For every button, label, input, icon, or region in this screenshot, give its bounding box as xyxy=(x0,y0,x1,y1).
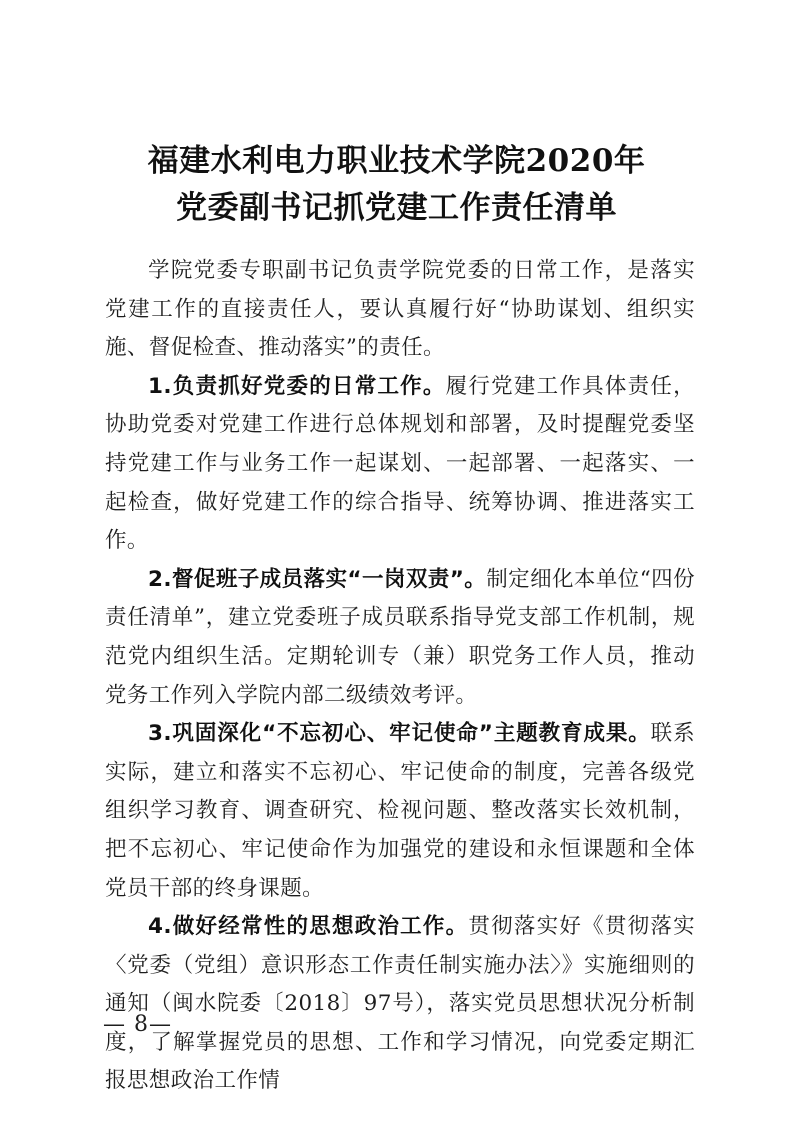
title-line-1: 福建水利电力职业技术学院2020年 xyxy=(147,143,646,179)
item-paragraph-1 xyxy=(105,368,695,561)
item-paragraph-2 xyxy=(105,561,695,715)
document-body xyxy=(105,252,695,1101)
intro-paragraph: 学院党委专职副书记负责学院党委的日常工作，是落实党建工作的直接责任人，要认真履行好“协助谋划、组织实施、督促检查、推动落实”的责任。 xyxy=(105,258,695,361)
page-number: — 8— xyxy=(103,1012,172,1037)
item-lead-2: 2.督促班子成员落实“一岗双责”。 xyxy=(148,566,487,592)
document-title xyxy=(0,138,793,232)
item-lead-4: 4.做好经常性的思想政治工作。 xyxy=(148,914,469,940)
item-text-1: 履行党建工作具体责任，协助党委对党建工作进行总体规划和部署，及时提醒党委坚持党建工作与业务工作一起谋划、一起部署、一起落实、一起检查，做好党建工作的综合指导、统筹协调、推进落实工作。 xyxy=(105,373,695,554)
item-lead-1: 1.负责抓好党委的日常工作。 xyxy=(148,373,446,399)
item-text-4: 贯彻落实好《贯彻落实〈党委（党组）意识形态工作责任制实施办法〉》实施细则的通知（闽水院委〔2018〕97号），落实党员思想状况分析制度，了解掌握党员的思想、工作和学习情况，向党委定期汇报思想政治工作情 xyxy=(105,914,695,1094)
title-line-2: 党委副书记抓党建工作责任清单 xyxy=(176,190,617,226)
item-paragraph-4 xyxy=(105,908,695,1101)
item-lead-3: 3.巩固深化“不忘初心、牢记使命”主题教育成果。 xyxy=(148,721,651,747)
item-text-3: 联系实际，建立和落实不忘初心、牢记使命的制度，完善各级党组织学习教育、调查研究、检视问题、整改落实长效机制，把不忘初心、牢记使命作为加强党的建设和永恒课题和全体党员干部的终身课题。 xyxy=(105,721,695,901)
item-paragraph-3 xyxy=(105,715,695,908)
item-text-2: 制定细化本单位“四份责任清单”，建立党委班子成员联系指导党支部工作机制，规范党内组织生活。定期轮训专（兼）职党务工作人员，推动党务工作列入学院内部二级绩效考评。 xyxy=(105,566,695,708)
